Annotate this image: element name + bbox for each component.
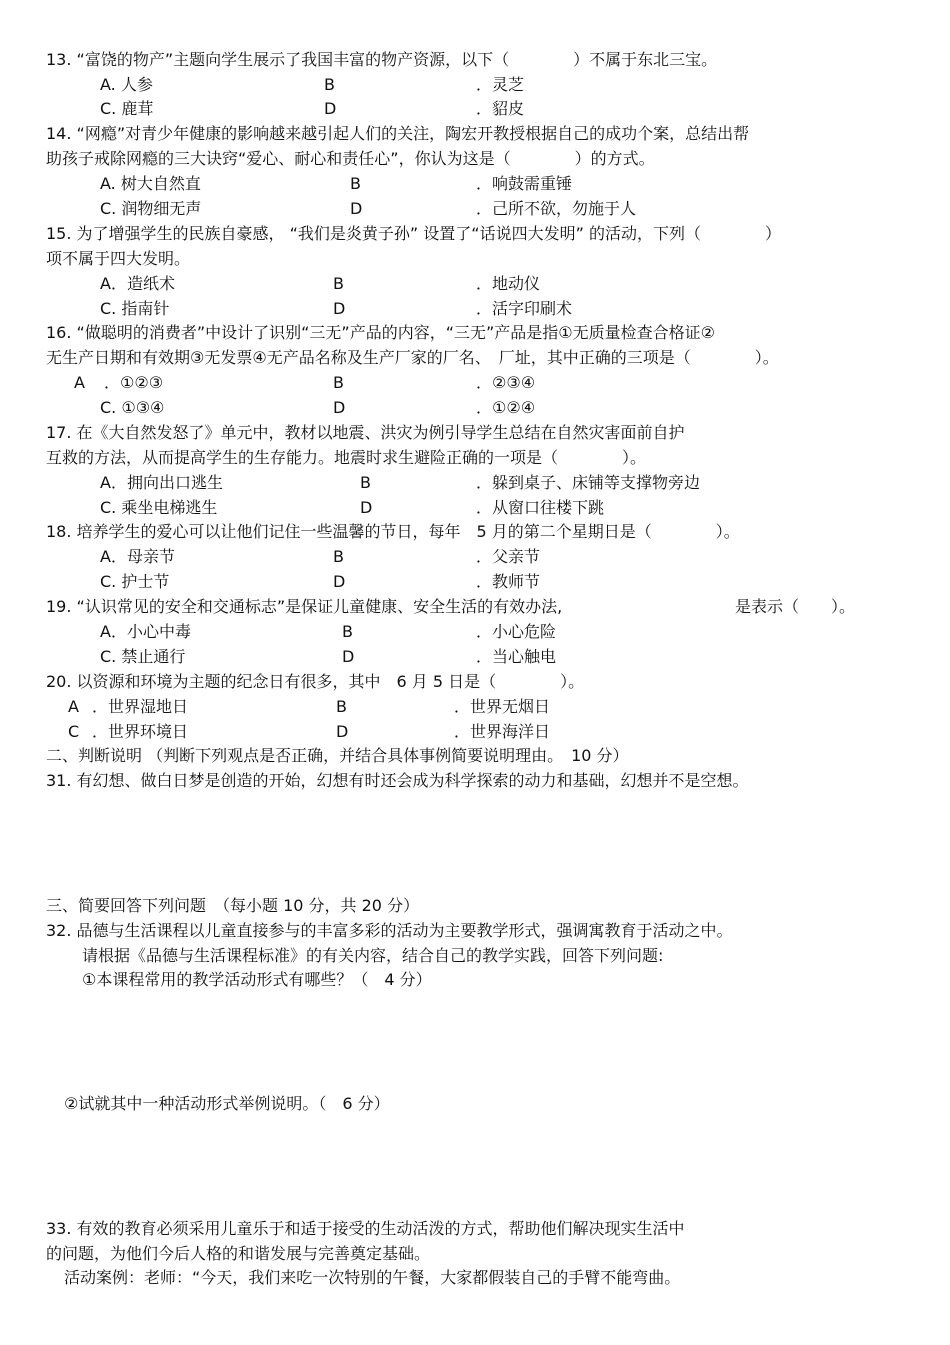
q16-option-d: ．①②④ — [476, 398, 536, 417]
q19-option-c: C. 禁止通行 — [100, 647, 186, 666]
question-31: 31. 有幻想、做白日梦是创造的开始，幻想有时还会成为科学探索的动力和基础，幻想并不是空想。 — [46, 771, 749, 790]
section-2-heading: 二、判断说明 （判断下列观点是否正确，并结合具体事例简要说明理由。 10 分） — [46, 746, 629, 765]
question-19-stem: 19. “认识常见的安全和交通标志”是保证儿童健康、安全生活的有效办法, — [46, 597, 563, 616]
q15-option-b: ．地动仪 — [476, 274, 541, 293]
q14-option-c: C. 润物细无声 — [100, 199, 202, 218]
q13-option-a: A. 人参 — [100, 75, 153, 94]
q20-option-c: ．世界环境日 — [92, 722, 189, 741]
q20-option-a-label: A — [68, 697, 79, 716]
question-16-stem-1: 16. “做聪明的消费者”中设计了识别“三无”产品的内容，“三无”产品是指①无质量检查合格证② — [46, 323, 715, 342]
question-17-stem-1: 17. 在《大自然发怒了》单元中，教材以地震、洪灾为例引导学生总结在自然灾害面前自护 — [46, 423, 685, 442]
q15-option-c: C. 指南针 — [100, 299, 170, 318]
question-18-stem: 18. 培养学生的爱心可以让他们记住一些温馨的节日，每年 5 月的第二个星期日是（ ）。 — [46, 522, 740, 541]
question-32-part-2: ②试就其中一种活动形式举例说明。（ 6 分） — [64, 1094, 390, 1113]
q20-option-c-label: C — [68, 722, 80, 741]
q20-option-d: ．世界海洋日 — [454, 722, 551, 741]
q17-option-b: ．躲到桌子、床铺等支撑物旁边 — [476, 473, 701, 492]
q20-option-b: ．世界无烟日 — [454, 697, 551, 716]
q16-option-a: ．①②③ — [104, 373, 164, 392]
q15-option-b-label: B — [333, 274, 344, 293]
q18-option-d: ．教师节 — [476, 572, 541, 591]
question-14-stem-1: 14. “网瘾”对青少年健康的影响越来越引起人们的关注，陶宏开教授根据自己的成功个案，总结出帮 — [46, 124, 750, 143]
q14-option-d-label: D — [350, 199, 363, 218]
q14-option-a: A. 树大自然直 — [100, 174, 201, 193]
q13-option-d: ．貂皮 — [476, 99, 525, 118]
q18-option-b: ．父亲节 — [476, 547, 541, 566]
q14-option-d: ．己所不欲，勿施于人 — [476, 199, 637, 218]
q13-option-d-label: D — [324, 99, 337, 118]
q20-option-a: ．世界湿地日 — [92, 697, 189, 716]
q20-option-d-label: D — [336, 722, 349, 741]
q16-option-c: C. ①③④ — [100, 398, 165, 417]
question-15-stem-2: 项不属于四大发明。 — [46, 249, 191, 268]
q18-option-c: C. 护士节 — [100, 572, 170, 591]
question-17-stem-2: 互救的方法，从而提高学生的生存能力。地震时求生避险正确的一项是（ ）。 — [46, 448, 647, 467]
q15-option-d: ．活字印刷术 — [476, 299, 573, 318]
question-32-part-1: ①本课程常用的教学活动形式有哪些？（ 4 分） — [82, 970, 432, 989]
q17-option-a: A．拥向出口逃生 — [100, 473, 223, 492]
section-3-heading: 三、简要回答下列问题 （每小题 10 分，共 20 分） — [46, 896, 420, 915]
question-32-instruction: 请根据《品德与生活课程标准》的有关内容，结合自己的教学实践，回答下列问题: — [82, 946, 664, 965]
q15-option-a: A．造纸术 — [100, 274, 175, 293]
question-32-stem: 32. 品德与生活课程以儿童直接参与的丰富多彩的活动为主要教学形式，强调寓教育于活动之中。 — [46, 921, 733, 940]
q15-option-d-label: D — [333, 299, 346, 318]
question-14-stem-2: 助孩子戒除网瘾的三大诀窍“爱心、耐心和责任心”，你认为这是（ ）的方式。 — [46, 149, 655, 168]
question-13-stem: 13. “富饶的物产”主题向学生展示了我国丰富的物产资源，以下（ ）不属于东北三宝。 — [46, 50, 718, 69]
question-20-stem: 20. 以资源和环境为主题的纪念日有很多，其中 6 月 5 日是（ ）。 — [46, 672, 585, 691]
q13-option-b: ．灵芝 — [476, 75, 525, 94]
q20-option-b-label: B — [336, 697, 347, 716]
q16-option-b: ．②③④ — [476, 373, 536, 392]
q17-option-d-label: D — [360, 498, 373, 517]
q18-option-a: A．母亲节 — [100, 547, 175, 566]
q18-option-d-label: D — [333, 572, 346, 591]
q13-option-c: C. 鹿茸 — [100, 99, 154, 118]
q14-option-b-label: B — [350, 174, 361, 193]
q19-option-b-label: B — [342, 622, 353, 641]
question-33-stem-1: 33. 有效的教育必须采用儿童乐于和适于接受的生动活泼的方式，帮助他们解决现实生活中 — [46, 1219, 685, 1238]
question-33-case: 活动案例：老师：“今天，我们来吃一次特别的午餐，大家都假装自己的手臂不能弯曲。 — [64, 1268, 681, 1287]
question-16-stem-2: 无生产日期和有效期③无发票④无产品名称及生产厂家的厂名、 厂址，其中正确的三项是（ ）。 — [46, 348, 779, 367]
q14-option-b: ．响鼓需重锤 — [476, 174, 573, 193]
q19-option-d-label: D — [342, 647, 355, 666]
q19-option-d: ．当心触电 — [476, 647, 557, 666]
q18-option-b-label: B — [333, 547, 344, 566]
question-15-stem-1: 15. 为了增强学生的民族自豪感， “我们是炎黄子孙” 设置了“话说四大发明” 的活动，下列（ ） — [46, 224, 781, 243]
q16-option-d-label: D — [333, 398, 346, 417]
q17-option-b-label: B — [360, 473, 371, 492]
question-19-stem-end: 是表示（ ）。 — [735, 597, 856, 616]
q19-option-a: A．小心中毒 — [100, 622, 191, 641]
q13-option-b-label: B — [324, 75, 335, 94]
q16-option-b-label: B — [333, 373, 344, 392]
q16-option-a-label: A — [74, 373, 85, 392]
q19-option-b: ．小心危险 — [476, 622, 557, 641]
question-33-stem-2: 的问题，为他们今后人格的和谐发展与完善奠定基础。 — [46, 1244, 431, 1263]
q17-option-c: C. 乘坐电梯逃生 — [100, 498, 218, 517]
q17-option-d: ．从窗口往楼下跳 — [476, 498, 605, 517]
